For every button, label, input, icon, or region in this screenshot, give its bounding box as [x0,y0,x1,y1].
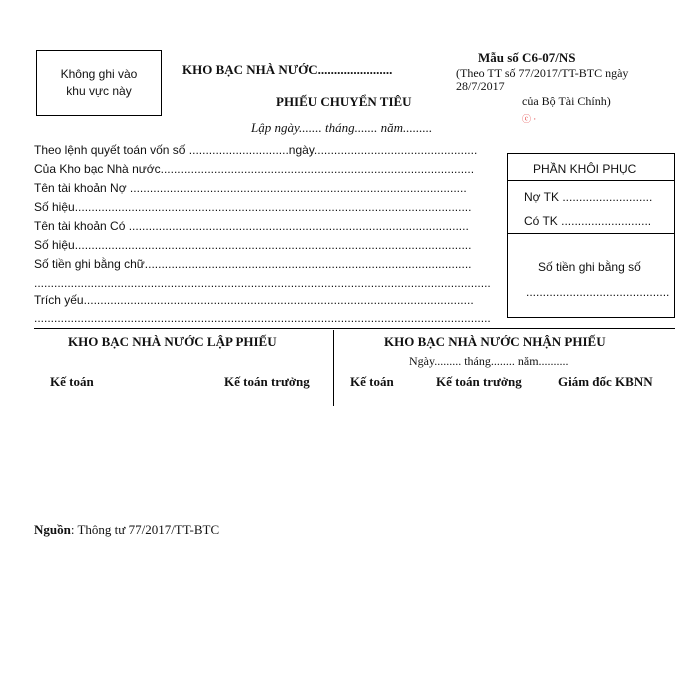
date-line: Lập ngày....... tháng....... năm......... [251,120,433,135]
field-settlement-order: Theo lệnh quyết toán vốn số ..............................ngày................................................. [34,143,478,157]
restore-panel-divider-top [508,180,674,181]
receiving-treasury-title: KHO BẠC NHÀ NƯỚC NHẬN PHIẾU [384,334,606,349]
issuing-treasury-title: KHO BẠC NHÀ NƯỚC LẬP PHIẾU [68,334,277,349]
receiving-director: Giám đốc KBNN [558,374,653,389]
restore-credit-account: Có TK ........................... [524,214,652,228]
restore-amount-dots: ........................................... [526,285,670,299]
restore-panel-divider-mid [508,233,674,234]
signature-divider [333,330,334,406]
circular-line3: của Bộ Tài Chính) [522,94,611,108]
field-amount-in-words: Số tiền ghi bằng chữ.................................................................................................. [34,257,472,271]
circular-line2: 28/7/2017 [456,79,505,93]
circular-line1: (Theo TT số 77/2017/TT-BTC ngày [456,66,629,80]
form-number: Mẫu số C6-07/NS [478,50,576,65]
restore-amount-label: Số tiền ghi bằng số [538,260,641,274]
field-summary-cont: ......................................................................................................................................... [34,311,491,325]
do-not-write-line2: khu vực này [66,84,132,98]
field-amount-in-words-cont: ......................................................................................................................................... [34,276,491,290]
restore-debit-account: Nợ TK ........................... [524,190,653,204]
field-treasury: Của Kho bạc Nhà nước.............................................................................................. [34,162,475,176]
field-credit-account-number: Số hiệu....................................................................................................................... [34,238,472,252]
field-summary: Trích yếu..................................................................................................................... [34,293,474,307]
source-note [34,522,219,538]
do-not-write-box [36,50,162,116]
form-title: PHIẾU CHUYỂN TIÊU [276,94,412,109]
field-debit-account-number: Số hiệu....................................................................................................................... [34,200,472,214]
field-debit-account-name: Tên tài khoản Nợ ..................................................................................................... [34,181,467,195]
restore-panel-title: PHẦN KHÔI PHỤC [533,162,637,176]
section-separator [34,328,675,329]
receiving-chief-accountant: Kế toán trưởng [436,374,522,389]
source-text: : Thông tư 77/2017/TT-BTC [70,522,220,537]
issuing-accountant: Kế toán [50,374,94,389]
field-credit-account-name: Tên tài khoản Có ...................................................................................................... [34,219,469,233]
red-stamp-mark: ⓒ · [522,114,537,124]
restore-panel [507,153,675,318]
treasury-name: KHO BẠC NHÀ NƯỚC....................... [182,62,393,77]
receiving-accountant: Kế toán [350,374,394,389]
receiving-date-line: Ngày......... tháng........ năm.......... [409,354,569,368]
do-not-write-line1: Không ghi vào [60,67,138,81]
issuing-chief-accountant: Kế toán trưởng [224,374,310,389]
source-label: Nguồn [34,522,71,537]
